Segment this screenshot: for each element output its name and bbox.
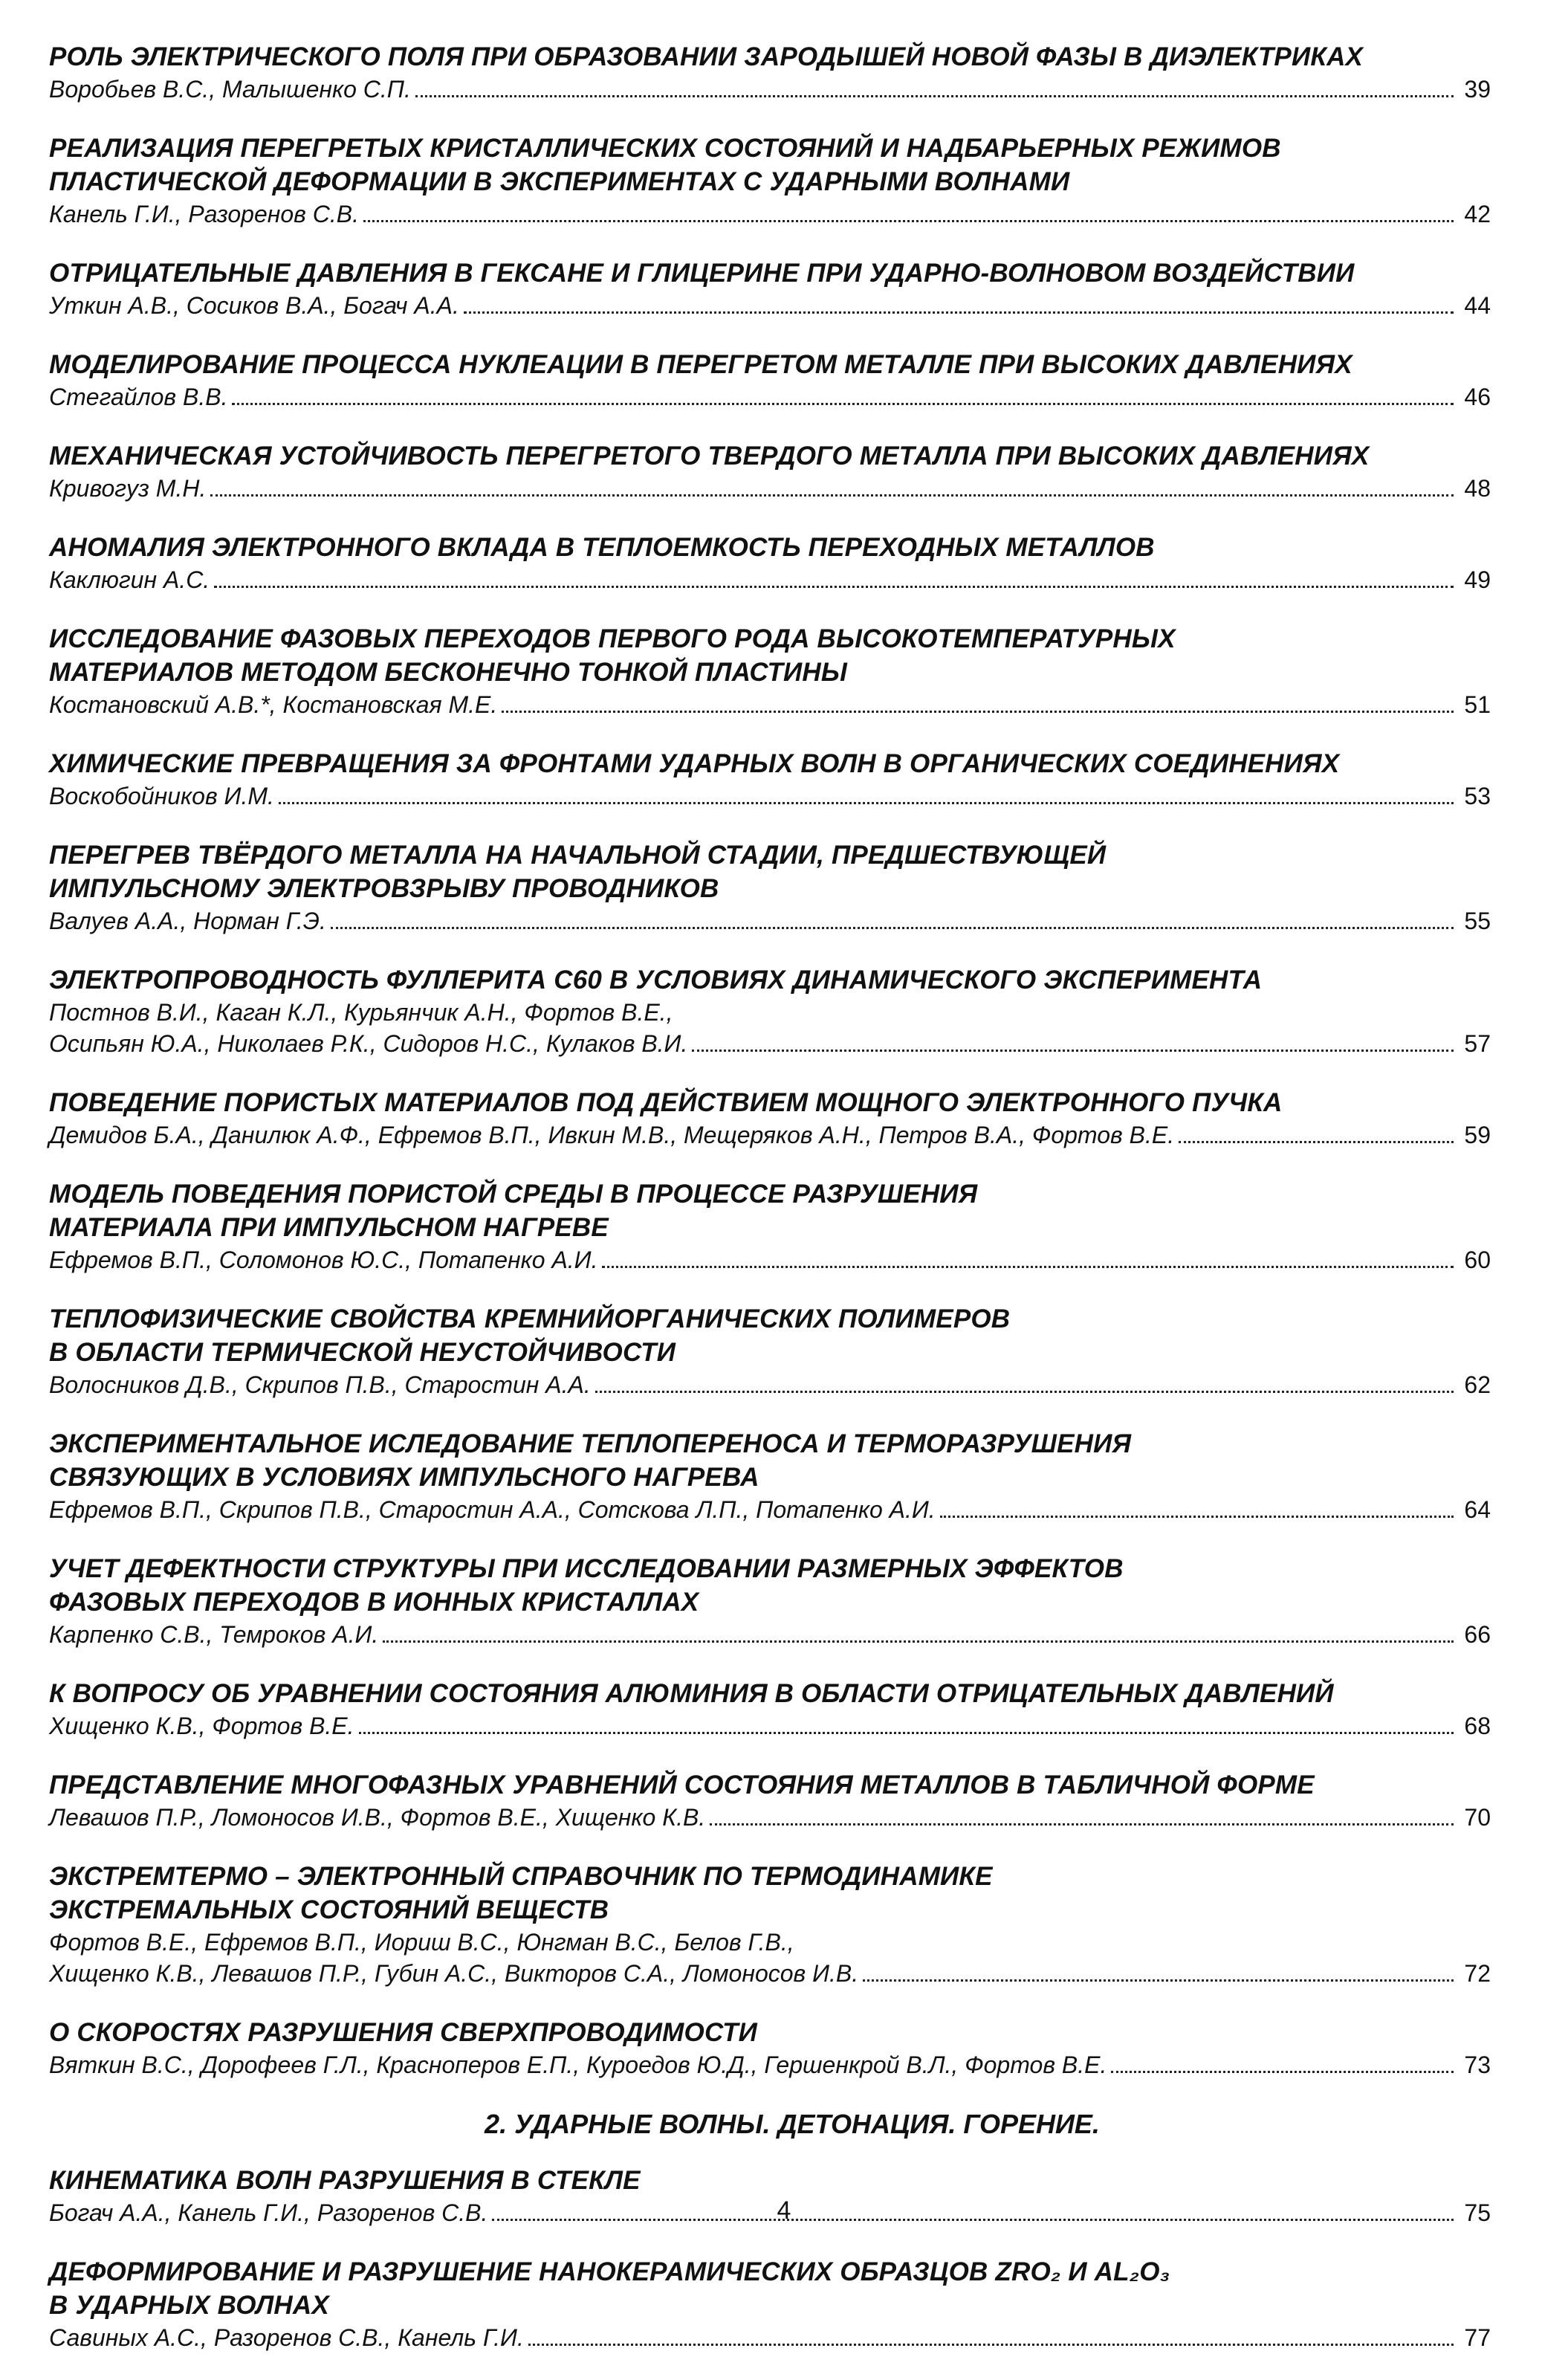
- toc-entry: [49, 1086, 1491, 1151]
- entry-authors: Кривогуз М.Н.: [49, 475, 207, 502]
- entry-title: ХИМИЧЕСКИЕ ПРЕВРАЩЕНИЯ ЗА ФРОНТАМИ УДАРНЫХ ВОЛН В ОРГАНИЧЕСКИХ СОЕДИНЕНИЯХ: [49, 749, 1340, 778]
- toc-entry: [49, 348, 1491, 413]
- dot-leader: [210, 494, 1454, 497]
- toc-entry: [49, 1860, 1491, 1989]
- toc-entry: [49, 40, 1491, 105]
- entry-page-number: 62: [1464, 1371, 1491, 1398]
- dot-leader: [710, 1823, 1454, 1826]
- entry-page-number: 77: [1464, 2324, 1491, 2351]
- entry-page-number: 46: [1464, 384, 1491, 410]
- entry-page-number: 42: [1464, 201, 1491, 227]
- entry-title: О СКОРОСТЯХ РАЗРУШЕНИЯ СВЕРХПРОВОДИМОСТИ: [49, 2018, 758, 2047]
- entry-page-number: 51: [1464, 691, 1491, 718]
- page-number: 4: [777, 2196, 791, 2225]
- toc-entry: [49, 1768, 1491, 1833]
- entry-title: УЧЕТ ДЕФЕКТНОСТИ СТРУКТУРЫ ПРИ ИССЛЕДОВАНИИ РАЗМЕРНЫХ ЭФФЕКТОВ: [49, 1554, 1124, 1583]
- entry-page-number: 53: [1464, 783, 1491, 809]
- entry-authors-line: [49, 381, 1491, 413]
- entry-authors-line: [49, 1028, 1491, 1059]
- toc-entry: [49, 1427, 1491, 1525]
- entry-title: ПОВЕДЕНИЕ ПОРИСТЫХ МАТЕРИАЛОВ ПОД ДЕЙСТВИЕМ МОЩНОГО ЭЛЕКТРОННОГО ПУЧКА: [49, 1088, 1283, 1117]
- toc-entry: [49, 531, 1491, 595]
- entry-page-number: 59: [1464, 1122, 1491, 1148]
- entry-authors-line: [49, 1958, 1491, 1989]
- entry-page-number: 57: [1464, 1030, 1491, 1057]
- entry-authors-line: [49, 198, 1491, 230]
- dot-leader: [232, 402, 1454, 405]
- entry-title: ПРЕДСТАВЛЕНИЕ МНОГОФАЗНЫХ УРАВНЕНИЙ СОСТОЯНИЯ МЕТАЛЛОВ В ТАБЛИЧНОЙ ФОРМЕ: [49, 1771, 1315, 1799]
- entry-title: МОДЕЛИРОВАНИЕ ПРОЦЕССА НУКЛЕАЦИИ В ПЕРЕГРЕТОМ МЕТАЛЛЕ ПРИ ВЫСОКИХ ДАВЛЕНИЯХ: [49, 350, 1352, 379]
- entry-title: ЭЛЕКТРОПРОВОДНОСТЬ ФУЛЛЕРИТА С60 В УСЛОВИЯХ ДИНАМИЧЕСКОГО ЭКСПЕРИМЕНТА: [49, 966, 1263, 995]
- entry-authors-line: [49, 2049, 1491, 2080]
- entry-title: ФАЗОВЫХ ПЕРЕХОДОВ В ИОННЫХ КРИСТАЛЛАХ: [49, 1588, 699, 1617]
- entry-title: МАТЕРИАЛА ПРИ ИМПУЛЬСНОМ НАГРЕВЕ: [49, 1213, 609, 1242]
- entry-authors-line: [49, 689, 1491, 720]
- entry-page-number: 72: [1464, 1960, 1491, 1987]
- entry-authors-line: [49, 1494, 1491, 1525]
- entry-authors: Вяткин В.С., Дорофеев Г.Л., Краснoперов Е.П., Куроедов Ю.Д., Гершенкрой В.Л., Фортов В.Е.: [49, 2051, 1107, 2078]
- entry-page-number: 66: [1464, 1621, 1491, 1648]
- dot-leader: [502, 710, 1454, 713]
- entry-title: АНОМАЛИЯ ЭЛЕКТРОННОГО ВКЛАДА В ТЕПЛОЕМКОСТЬ ПЕРЕХОДНЫХ МЕТАЛЛОВ: [49, 533, 1155, 562]
- entry-page-number: 44: [1464, 292, 1491, 319]
- entry-page-number: 60: [1464, 1246, 1491, 1273]
- toc-entry: [49, 622, 1491, 720]
- entry-authors: Воробьев В.С., Малышенко С.П.: [49, 76, 411, 103]
- toc-entry: [49, 963, 1491, 1059]
- dot-leader: [359, 1731, 1454, 1734]
- entry-title: ИМПУЛЬСНОМУ ЭЛЕКТРОВЗРЫВУ ПРОВОДНИКОВ: [49, 874, 719, 903]
- dot-leader: [214, 585, 1454, 588]
- dot-leader: [415, 94, 1454, 97]
- entry-title: ОТРИЦАТЕЛЬНЫЕ ДАВЛЕНИЯ В ГЕКСАНЕ И ГЛИЦЕРИНЕ ПРИ УДАРНО-ВОЛНОВОМ ВОЗДЕЙСТВИИ: [49, 259, 1355, 288]
- entry-authors-line: [49, 780, 1491, 812]
- entry-authors: Ефремов В.П., Соломонов Ю.С., Потапенко А.И.: [49, 1246, 598, 1273]
- toc-entry: [49, 747, 1491, 812]
- entry-authors-line: [49, 473, 1491, 504]
- entry-title: МЕХАНИЧЕСКАЯ УСТОЙЧИВОСТЬ ПЕРЕГРЕТОГО ТВЕРДОГО МЕТАЛЛА ПРИ ВЫСОКИХ ДАВЛЕНИЯХ: [49, 442, 1370, 470]
- dot-leader: [692, 1049, 1454, 1052]
- entry-authors-line: [49, 1119, 1491, 1151]
- toc-entry: [49, 1552, 1491, 1650]
- entry-authors-line: [49, 1619, 1491, 1650]
- entry-page-number: 64: [1464, 1496, 1491, 1523]
- toc-entry: [49, 838, 1491, 937]
- entry-title: МАТЕРИАЛОВ МЕТОДОМ БЕСКОНЕЧНО ТОНКОЙ ПЛАСТИНЫ: [49, 658, 848, 687]
- entry-authors: Валуев А.А., Норман Г.Э.: [49, 908, 326, 934]
- entry-title: ПЛАСТИЧЕСКОЙ ДЕФОРМАЦИИ В ЭКСПЕРИМЕНТАХ С УДАРНЫМИ ВОЛНАМИ: [49, 167, 1070, 196]
- dot-leader: [602, 1265, 1454, 1268]
- toc-list-section-2: [49, 2164, 1491, 2353]
- dot-leader: [940, 1515, 1454, 1518]
- entry-authors-line: [49, 1244, 1491, 1275]
- entry-authors: Уткин А.В., Сосиков В.А., Богач А.А.: [49, 292, 459, 319]
- toc-entry: [49, 256, 1491, 321]
- entry-authors: Хищенко К.В., Фортов В.Е.: [49, 1713, 354, 1739]
- entry-authors-line: [49, 290, 1491, 321]
- entry-authors: Стегайлов В.В.: [49, 384, 228, 410]
- entry-authors-line: [49, 2322, 1491, 2353]
- toc-entry: [49, 1677, 1491, 1742]
- entry-authors-line: [49, 905, 1491, 937]
- dot-leader: [595, 1390, 1454, 1393]
- toc-entry: [49, 132, 1491, 230]
- entry-page-number: 55: [1464, 908, 1491, 934]
- entry-authors: Фортов В.Е., Ефремов В.П., Иориш В.С., Юнгман В.С., Белов Г.В.,: [49, 1929, 794, 1956]
- dot-leader: [1179, 1140, 1454, 1143]
- entry-title: ЭКСТРЕМАЛЬНЫХ СОСТОЯНИЙ ВЕЩЕСТВ: [49, 1895, 609, 1924]
- entry-title: В УДАРНЫХ ВОЛНАХ: [49, 2291, 329, 2320]
- dot-leader: [528, 2343, 1454, 2346]
- entry-title: ТЕПЛОФИЗИЧЕСКИЕ СВОЙСТВА КРЕМНИЙОРГАНИЧЕСКИХ ПОЛИМЕРОВ: [49, 1304, 1011, 1333]
- entry-authors-line: [49, 1927, 1491, 1958]
- entry-page-number: 39: [1464, 76, 1491, 103]
- entry-page-number: 68: [1464, 1713, 1491, 1739]
- entry-title: В ОБЛАСТИ ТЕРМИЧЕСКОЙ НЕУСТОЙЧИВОСТИ: [49, 1338, 676, 1367]
- entry-page-number: 48: [1464, 475, 1491, 502]
- dot-leader: [383, 1640, 1454, 1643]
- entry-page-number: 70: [1464, 1804, 1491, 1831]
- entry-authors: Костановский А.В.*, Костановская М.Е.: [49, 691, 498, 718]
- entry-authors: Воскобойников И.М.: [49, 783, 274, 809]
- dot-leader: [464, 311, 1454, 314]
- entry-authors-line: [49, 564, 1491, 595]
- entry-authors: Осипьян Ю.А., Николаев Р.К., Сидоров Н.С., Кулаков В.И.: [49, 1030, 688, 1057]
- entry-title: РЕАЛИЗАЦИЯ ПЕРЕГРЕТЫХ КРИСТАЛЛИЧЕСКИХ СОСТОЯНИЙ И НАДБАРЬЕРНЫХ РЕЖИМОВ: [49, 134, 1281, 163]
- entry-authors: Демидов Б.А., Данилюк А.Ф., Ефремов В.П., Ивкин М.В., Мещеряков А.Н., Петров В.А., Фортов В.Е.: [49, 1122, 1175, 1148]
- entry-page-number: 75: [1464, 2199, 1491, 2226]
- toc-entry: [49, 439, 1491, 504]
- dot-leader: [1111, 2070, 1454, 2073]
- entry-authors: Каклюгин А.С.: [49, 566, 210, 593]
- entry-title: СВЯЗУЮЩИХ В УСЛОВИЯХ ИМПУЛЬСНОГО НАГРЕВА: [49, 1463, 759, 1492]
- entry-title: К ВОПРОСУ ОБ УРАВНЕНИИ СОСТОЯНИЯ АЛЮМИНИЯ В ОБЛАСТИ ОТРИЦАТЕЛЬНЫХ ДАВЛЕНИЙ: [49, 1679, 1334, 1708]
- toc-list-section-1: [49, 40, 1491, 2080]
- section-heading: 2. УДАРНЫЕ ВОЛНЫ. ДЕТОНАЦИЯ. ГОРЕНИЕ.: [485, 2109, 1100, 2139]
- entry-title: ДЕФОРМИРОВАНИЕ И РАЗРУШЕНИЕ НАНОКЕРАМИЧЕСКИХ ОБРАЗЦОВ ZRO₂ И AL₂O₃: [49, 2257, 1170, 2286]
- entry-title: ПЕРЕГРЕВ ТВЁРДОГО МЕТАЛЛА НА НАЧАЛЬНОЙ СТАДИИ, ПРЕДШЕСТВУЮЩЕЙ: [49, 841, 1107, 870]
- toc-entry: [49, 2255, 1491, 2353]
- table-of-contents: [49, 40, 1491, 2380]
- toc-entry: [49, 1177, 1491, 1275]
- entry-authors: Левашов П.Р., Ломоносов И.В., Фортов В.Е., Хищенко К.В.: [49, 1804, 706, 1831]
- entry-authors: Савиных А.С., Разоренов С.В., Канель Г.И.: [49, 2324, 524, 2351]
- entry-page-number: 73: [1464, 2051, 1491, 2078]
- entry-title: РОЛЬ ЭЛЕКТРИЧЕСКОГО ПОЛЯ ПРИ ОБРАЗОВАНИИ ЗАРОДЫШЕЙ НОВОЙ ФАЗЫ В ДИЭЛЕКТРИКАХ: [49, 42, 1364, 71]
- entry-title: КИНЕМАТИКА ВОЛН РАЗРУШЕНИЯ В СТЕКЛЕ: [49, 2166, 641, 2195]
- entry-title: ИССЛЕДОВАНИЕ ФАЗОВЫХ ПЕРЕХОДОВ ПЕРВОГО РОДА ВЫСОКОТЕМПЕРАТУРНЫХ: [49, 624, 1176, 653]
- entry-authors: Ефремов В.П., Скрипов П.В., Старостин А.А., Сотскова Л.П., Потапенко А.И.: [49, 1496, 936, 1523]
- entry-title: ЭКСТРЕМТЕРМО – ЭЛЕКТРОННЫЙ СПРАВОЧНИК ПО ТЕРМОДИНАМИКЕ: [49, 1862, 993, 1891]
- dot-leader: [363, 219, 1454, 222]
- entry-authors: Постнов В.И., Каган К.Л., Курьянчик А.Н., Фортов В.Е.,: [49, 999, 673, 1026]
- dot-leader: [279, 801, 1454, 804]
- entry-authors: Хищенко К.В., Левашов П.Р., Губин А.С., Викторов С.А., Ломоносов И.В.: [49, 1960, 859, 1987]
- toc-entry: [49, 2016, 1491, 2080]
- toc-entry: [49, 1302, 1491, 1400]
- dot-leader: [331, 926, 1454, 929]
- entry-authors: Канель Г.И., Разоренов С.В.: [49, 201, 359, 227]
- entry-page-number: 49: [1464, 566, 1491, 593]
- entry-authors: Волосников Д.В., Скрипов П.В., Старостин А.А.: [49, 1371, 591, 1398]
- entry-title: МОДЕЛЬ ПОВЕДЕНИЯ ПОРИСТОЙ СРЕДЫ В ПРОЦЕССЕ РАЗРУШЕНИЯ: [49, 1180, 978, 1209]
- entry-authors-line: [49, 74, 1491, 105]
- entry-authors-line: [49, 1802, 1491, 1833]
- entry-authors-line: [49, 1369, 1491, 1400]
- dot-leader: [863, 1979, 1454, 1982]
- entry-authors: Богач А.А., Канель Г.И., Разоренов С.В.: [49, 2199, 488, 2226]
- entry-authors: Карпенко С.В., Темроков А.И.: [49, 1621, 379, 1648]
- entry-authors-line: [49, 1710, 1491, 1742]
- entry-title: ЭКСПЕРИМЕНТАЛЬНОЕ ИСЛЕДОВАНИЕ ТЕПЛОПЕРЕНОСА И ТЕРМОРАЗРУШЕНИЯ: [49, 1429, 1132, 1458]
- entry-authors-line: [49, 997, 1491, 1028]
